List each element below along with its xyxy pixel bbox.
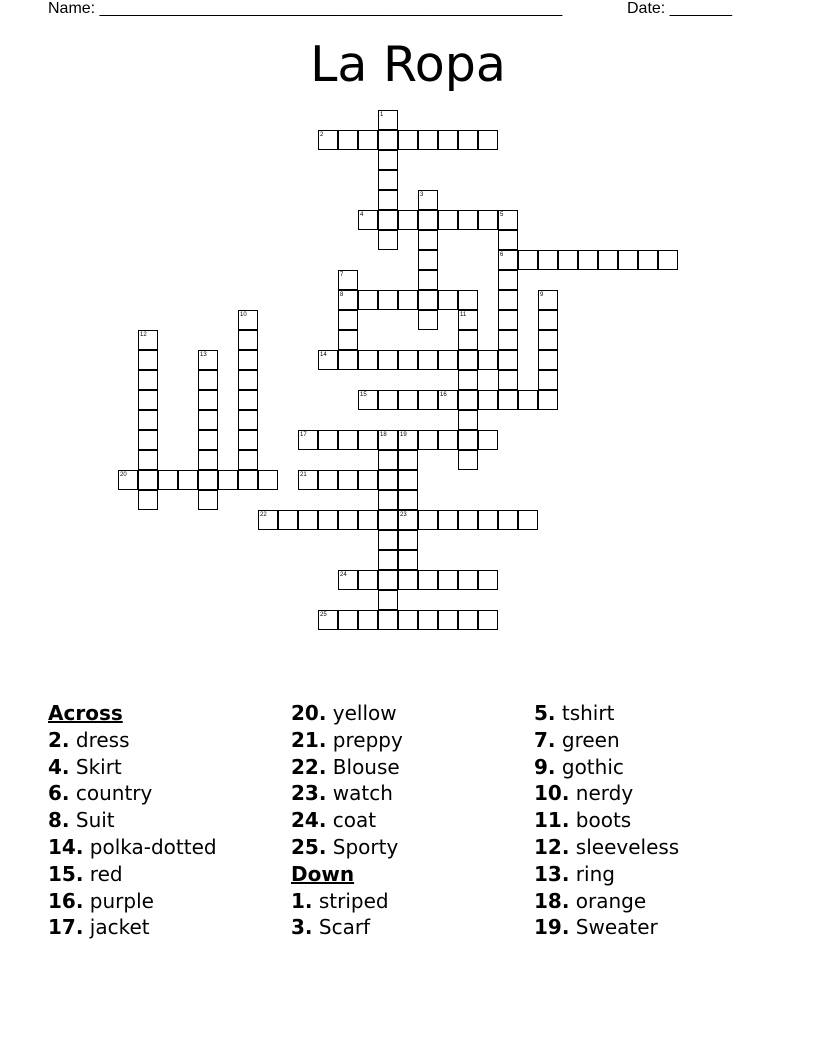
grid-cell[interactable] — [138, 450, 158, 470]
grid-cell[interactable] — [538, 350, 558, 370]
clue-item-text: green — [555, 727, 620, 752]
clue-item — [291, 780, 403, 807]
grid-cell[interactable] — [378, 150, 398, 170]
grid-cell[interactable] — [538, 310, 558, 330]
clue-item-number: 15. — [48, 861, 84, 886]
name-field-label: Name: ____________________________________________________ — [48, 0, 563, 17]
clue-item-text: gothic — [555, 754, 624, 779]
clue-item — [534, 861, 679, 888]
clue-number: 17 — [300, 432, 307, 438]
clue-number: 21 — [300, 472, 307, 478]
grid-cell[interactable] — [478, 430, 498, 450]
page-title: La Ropa — [310, 36, 506, 93]
clue-item-text: red — [83, 861, 123, 886]
grid-cell[interactable] — [318, 510, 338, 530]
clue-item — [534, 834, 679, 861]
grid-cell[interactable] — [298, 510, 318, 530]
grid-cell[interactable] — [438, 390, 458, 410]
clue-item-number: 13. — [534, 861, 570, 886]
grid-cell[interactable] — [318, 610, 338, 630]
down-heading: Down — [291, 861, 355, 886]
grid-cell[interactable] — [518, 250, 538, 270]
clue-item-number: 8. — [48, 808, 70, 833]
clue-item-text: Suit — [69, 808, 115, 833]
clue-number: 9 — [540, 292, 544, 298]
grid-cell[interactable] — [438, 430, 458, 450]
grid-cell[interactable] — [138, 390, 158, 410]
clue-number: 15 — [360, 392, 367, 398]
grid-cell[interactable] — [238, 410, 258, 430]
clue-item-text: ring — [569, 861, 615, 886]
clue-item-text: purple — [83, 888, 154, 913]
grid-cell[interactable] — [318, 350, 338, 370]
clue-item-text: orange — [569, 888, 647, 913]
clue-item-text: Sporty — [326, 834, 399, 859]
grid-cell[interactable] — [418, 190, 438, 210]
clue-item — [291, 834, 403, 861]
grid-cell[interactable] — [658, 250, 678, 270]
grid-cell[interactable] — [438, 610, 458, 630]
grid-cell[interactable] — [538, 390, 558, 410]
grid-cell[interactable] — [418, 310, 438, 330]
clue-item — [291, 888, 403, 915]
clue-item-text: striped — [312, 888, 389, 913]
grid-cell[interactable] — [198, 390, 218, 410]
grid-cell[interactable] — [298, 470, 318, 490]
clue-item — [291, 807, 403, 834]
clue-item-number: 18. — [534, 888, 570, 913]
clue-item-number: 1. — [291, 888, 313, 913]
grid-cell[interactable] — [318, 130, 338, 150]
grid-cell[interactable] — [578, 250, 598, 270]
grid-cell[interactable] — [338, 610, 358, 630]
clue-number: 11 — [460, 312, 467, 318]
grid-cell[interactable] — [478, 570, 498, 590]
grid-cell[interactable] — [378, 170, 398, 190]
grid-cell[interactable] — [178, 470, 198, 490]
grid-cell[interactable] — [458, 450, 478, 470]
grid-cell[interactable] — [398, 210, 418, 230]
grid-cell[interactable] — [538, 290, 558, 310]
grid-cell[interactable] — [418, 130, 438, 150]
grid-cell[interactable] — [378, 590, 398, 610]
clue-item-number: 4. — [48, 754, 70, 779]
clue-item — [534, 780, 679, 807]
grid-cell[interactable] — [358, 390, 378, 410]
grid-cell[interactable] — [298, 430, 318, 450]
clue-item-number: 25. — [291, 834, 327, 859]
grid-cell[interactable] — [418, 570, 438, 590]
clue-number: 19 — [400, 432, 407, 438]
grid-cell[interactable] — [378, 430, 398, 450]
grid-cell[interactable] — [458, 570, 478, 590]
grid-cell[interactable] — [338, 570, 358, 590]
grid-cell[interactable] — [478, 130, 498, 150]
grid-cell[interactable] — [198, 470, 218, 490]
clue-item-number: 3. — [291, 915, 313, 940]
grid-cell[interactable] — [398, 290, 418, 310]
grid-cell[interactable] — [418, 510, 438, 530]
grid-cell[interactable] — [398, 510, 418, 530]
clue-item-text: polka-dotted — [83, 834, 217, 859]
grid-cell[interactable] — [438, 290, 458, 310]
grid-cell[interactable] — [378, 510, 398, 530]
clue-item-number: 12. — [534, 834, 570, 859]
clue-column-3 — [534, 700, 679, 941]
grid-cell[interactable] — [478, 390, 498, 410]
grid-cell[interactable] — [338, 430, 358, 450]
grid-cell[interactable] — [318, 430, 338, 450]
grid-cell[interactable] — [138, 330, 158, 350]
grid-cell[interactable] — [478, 510, 498, 530]
grid-cell[interactable] — [538, 250, 558, 270]
clue-item-number: 16. — [48, 888, 84, 913]
clue-item-text: dress — [69, 727, 130, 752]
grid-cell[interactable] — [458, 430, 478, 450]
grid-cell[interactable] — [418, 610, 438, 630]
grid-cell[interactable] — [338, 270, 358, 290]
clue-number: 22 — [260, 512, 267, 518]
clue-item — [534, 754, 679, 781]
clue-item-number: 9. — [534, 754, 556, 779]
clue-item-number: 22. — [291, 754, 327, 779]
grid-cell[interactable] — [378, 190, 398, 210]
grid-cell[interactable] — [378, 210, 398, 230]
clue-item-text: yellow — [326, 701, 397, 725]
grid-cell[interactable] — [378, 290, 398, 310]
grid-cell[interactable] — [458, 310, 478, 330]
clue-item-number: 6. — [48, 781, 70, 806]
grid-cell[interactable] — [418, 350, 438, 370]
clue-number: 4 — [360, 212, 364, 218]
grid-cell[interactable] — [338, 350, 358, 370]
grid-cell[interactable] — [498, 290, 518, 310]
clue-number: 25 — [320, 612, 327, 618]
grid-cell[interactable] — [458, 330, 478, 350]
clue-item-text: coat — [326, 808, 377, 833]
grid-cell[interactable] — [358, 350, 378, 370]
clue-item — [48, 834, 217, 861]
clue-item — [534, 700, 679, 727]
grid-cell[interactable] — [138, 430, 158, 450]
grid-cell[interactable] — [418, 270, 438, 290]
grid-cell[interactable] — [458, 370, 478, 390]
grid-cell[interactable] — [418, 290, 438, 310]
grid-cell[interactable] — [198, 430, 218, 450]
clue-item — [291, 914, 403, 941]
grid-cell[interactable] — [238, 390, 258, 410]
grid-cell[interactable] — [498, 510, 518, 530]
clue-number: 23 — [400, 512, 407, 518]
grid-cell[interactable] — [378, 570, 398, 590]
grid-cell[interactable] — [158, 470, 178, 490]
grid-cell[interactable] — [258, 470, 278, 490]
clue-number: 6 — [500, 252, 504, 258]
clue-item — [534, 888, 679, 915]
clue-item-number: 20. — [291, 701, 327, 725]
clue-number: 24 — [340, 572, 347, 578]
clue-item-number: 11. — [534, 808, 570, 833]
clue-item-number: 19. — [534, 915, 570, 940]
grid-cell[interactable] — [338, 510, 358, 530]
clue-item — [48, 861, 217, 888]
grid-cell[interactable] — [358, 130, 378, 150]
grid-cell[interactable] — [378, 470, 398, 490]
grid-cell[interactable] — [398, 550, 418, 570]
clue-item — [48, 807, 217, 834]
grid-cell[interactable] — [358, 570, 378, 590]
grid-cell[interactable] — [318, 470, 338, 490]
grid-cell[interactable] — [518, 510, 538, 530]
clue-item — [534, 914, 679, 941]
grid-cell[interactable] — [418, 390, 438, 410]
grid-cell[interactable] — [418, 430, 438, 450]
grid-cell[interactable] — [418, 230, 438, 250]
across-heading: Across — [48, 701, 123, 725]
grid-cell[interactable] — [218, 470, 238, 490]
grid-cell[interactable] — [378, 110, 398, 130]
grid-cell[interactable] — [378, 550, 398, 570]
grid-cell[interactable] — [238, 430, 258, 450]
grid-cell[interactable] — [338, 310, 358, 330]
grid-cell[interactable] — [478, 350, 498, 370]
grid-cell[interactable] — [478, 210, 498, 230]
grid-cell[interactable] — [458, 210, 478, 230]
grid-cell[interactable] — [358, 290, 378, 310]
clue-item-number: 14. — [48, 834, 84, 859]
grid-cell[interactable] — [498, 350, 518, 370]
clue-column-2 — [291, 700, 403, 941]
grid-cell[interactable] — [398, 430, 418, 450]
clue-item — [534, 727, 679, 754]
clue-item-text: Sweater — [569, 915, 658, 940]
clue-item-text: boots — [569, 808, 632, 833]
grid-cell[interactable] — [138, 410, 158, 430]
grid-cell[interactable] — [378, 130, 398, 150]
clue-item-text: Blouse — [326, 754, 400, 779]
grid-cell[interactable] — [138, 350, 158, 370]
grid-cell[interactable] — [498, 330, 518, 350]
grid-cell[interactable] — [358, 430, 378, 450]
clue-number: 12 — [140, 332, 147, 338]
clue-item-number: 5. — [534, 701, 556, 725]
clue-number: 20 — [120, 472, 127, 478]
grid-cell[interactable] — [238, 330, 258, 350]
clue-number: 16 — [440, 392, 447, 398]
grid-cell[interactable] — [198, 370, 218, 390]
clue-number: 5 — [500, 212, 504, 218]
grid-cell[interactable] — [458, 510, 478, 530]
grid-cell[interactable] — [138, 370, 158, 390]
grid-cell[interactable] — [258, 510, 278, 530]
clue-item-text: tshirt — [555, 701, 615, 725]
clue-item-text: Scarf — [312, 915, 371, 940]
clue-number: 14 — [320, 352, 327, 358]
grid-cell[interactable] — [338, 290, 358, 310]
grid-cell[interactable] — [198, 490, 218, 510]
clue-item-text: jacket — [83, 915, 150, 940]
grid-cell[interactable] — [358, 510, 378, 530]
grid-cell[interactable] — [398, 530, 418, 550]
clue-item-text: Skirt — [69, 754, 122, 779]
grid-cell[interactable] — [498, 210, 518, 230]
grid-cell[interactable] — [398, 490, 418, 510]
grid-cell[interactable] — [378, 530, 398, 550]
grid-cell[interactable] — [458, 130, 478, 150]
grid-cell[interactable] — [358, 210, 378, 230]
grid-cell[interactable] — [598, 250, 618, 270]
grid-cell[interactable] — [138, 490, 158, 510]
date-field-label: Date: _______ — [627, 0, 732, 17]
clue-item-text: preppy — [326, 727, 403, 752]
clue-item-text: sleeveless — [569, 834, 680, 859]
grid-cell[interactable] — [138, 470, 158, 490]
grid-cell[interactable] — [238, 470, 258, 490]
grid-cell[interactable] — [438, 350, 458, 370]
grid-cell[interactable] — [638, 250, 658, 270]
grid-cell[interactable] — [458, 290, 478, 310]
grid-cell[interactable] — [398, 350, 418, 370]
grid-cell[interactable] — [338, 130, 358, 150]
grid-cell[interactable] — [498, 390, 518, 410]
grid-cell[interactable] — [198, 350, 218, 370]
grid-cell[interactable] — [398, 130, 418, 150]
grid-cell[interactable] — [498, 270, 518, 290]
grid-cell[interactable] — [498, 230, 518, 250]
clue-item-number: 2. — [48, 727, 70, 752]
grid-cell[interactable] — [458, 610, 478, 630]
clue-item-number: 10. — [534, 781, 570, 806]
grid-cell[interactable] — [558, 250, 578, 270]
clue-item — [48, 888, 217, 915]
grid-cell[interactable] — [398, 610, 418, 630]
grid-cell[interactable] — [378, 390, 398, 410]
grid-cell[interactable] — [238, 370, 258, 390]
grid-cell[interactable] — [198, 450, 218, 470]
grid-cell[interactable] — [498, 370, 518, 390]
clue-item-text: watch — [326, 781, 393, 806]
grid-cell[interactable] — [338, 470, 358, 490]
clue-number: 13 — [200, 352, 207, 358]
grid-cell[interactable] — [458, 350, 478, 370]
clue-item — [48, 780, 217, 807]
grid-cell[interactable] — [418, 250, 438, 270]
grid-cell[interactable] — [358, 470, 378, 490]
grid-cell[interactable] — [498, 250, 518, 270]
grid-cell[interactable] — [238, 350, 258, 370]
clue-item-number: 23. — [291, 781, 327, 806]
clue-item — [48, 754, 217, 781]
grid-cell[interactable] — [398, 470, 418, 490]
grid-cell[interactable] — [118, 470, 138, 490]
grid-cell[interactable] — [518, 390, 538, 410]
grid-cell[interactable] — [378, 490, 398, 510]
grid-cell[interactable] — [538, 370, 558, 390]
grid-cell[interactable] — [538, 330, 558, 350]
clue-number: 10 — [240, 312, 247, 318]
clue-number: 2 — [320, 132, 324, 138]
grid-cell[interactable] — [238, 450, 258, 470]
grid-cell[interactable] — [198, 410, 218, 430]
clue-item-number: 21. — [291, 727, 327, 752]
grid-cell[interactable] — [378, 350, 398, 370]
grid-cell[interactable] — [618, 250, 638, 270]
clue-item — [48, 914, 217, 941]
grid-cell[interactable] — [438, 130, 458, 150]
clue-column-1 — [48, 700, 217, 941]
grid-cell[interactable] — [418, 210, 438, 230]
clue-number: 8 — [340, 292, 344, 298]
grid-cell[interactable] — [358, 610, 378, 630]
clue-item-number: 24. — [291, 808, 327, 833]
grid-cell[interactable] — [238, 310, 258, 330]
grid-cell[interactable] — [378, 610, 398, 630]
grid-cell[interactable] — [398, 570, 418, 590]
clue-item-text: country — [69, 781, 153, 806]
clue-item — [48, 727, 217, 754]
clue-item — [534, 807, 679, 834]
grid-cell[interactable] — [398, 390, 418, 410]
grid-cell[interactable] — [338, 330, 358, 350]
clue-item — [291, 700, 403, 727]
clue-item — [291, 727, 403, 754]
grid-cell[interactable] — [498, 310, 518, 330]
grid-cell[interactable] — [378, 230, 398, 250]
grid-cell[interactable] — [438, 210, 458, 230]
grid-cell[interactable] — [458, 410, 478, 430]
clue-item-number: 7. — [534, 727, 556, 752]
grid-cell[interactable] — [398, 450, 418, 470]
grid-cell[interactable] — [438, 510, 458, 530]
grid-cell[interactable] — [478, 610, 498, 630]
clue-item — [291, 754, 403, 781]
clue-item-text: nerdy — [569, 781, 634, 806]
clue-number: 1 — [380, 112, 384, 118]
clue-number: 18 — [380, 432, 387, 438]
grid-cell[interactable] — [278, 510, 298, 530]
grid-cell[interactable] — [458, 390, 478, 410]
grid-cell[interactable] — [438, 570, 458, 590]
clue-item-number: 17. — [48, 915, 84, 940]
grid-cell[interactable] — [378, 450, 398, 470]
clue-number: 3 — [420, 192, 424, 198]
clue-number: 7 — [340, 272, 344, 278]
